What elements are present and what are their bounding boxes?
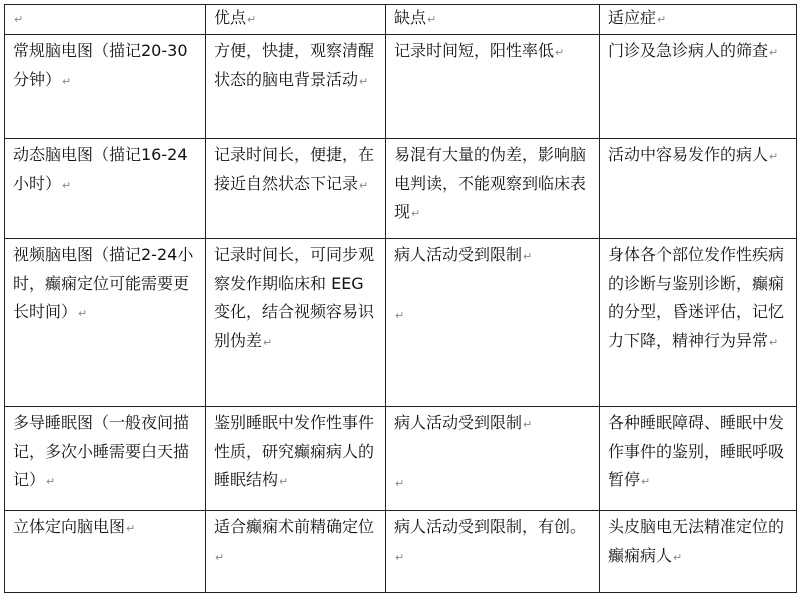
pros-cell: 适合癫痫术前精确定位↵	[206, 511, 386, 593]
cons-cell: 病人活动受到限制，有创。↵	[386, 511, 600, 593]
table-row	[5, 35, 797, 139]
pros-cell: 方便，快捷，观察清醒状态的脑电背景活动↵	[206, 35, 386, 139]
method-cell: 多导睡眠图（一般夜间描记，多次小睡需要白天描记）↵	[5, 407, 206, 511]
cons-cell: 记录时间短，阳性率低↵	[386, 35, 600, 139]
indications-cell: 身体各个部位发作性疾病的诊断与鉴别诊断，癫痫的分型，昏迷评估，记忆力下降，精神行为异常↵	[600, 239, 797, 407]
paragraph-mark: ↵	[279, 475, 289, 488]
method-cell: 立体定向脑电图↵	[5, 511, 206, 593]
paragraph-mark: ↵	[657, 13, 667, 26]
table-row	[5, 239, 797, 407]
eeg-comparison-table	[4, 4, 797, 593]
indications-cell: 各种睡眠障碍、睡眠中发作事件的鉴别，睡眠呼吸暂停↵	[600, 407, 797, 511]
paragraph-mark: ↵	[247, 13, 257, 26]
paragraph-mark: ↵	[395, 476, 405, 490]
paragraph-mark: ↵	[78, 307, 88, 320]
empty-paragraph	[394, 272, 595, 300]
header-cons: 缺点↵	[386, 5, 600, 35]
paragraph-mark: ↵	[673, 550, 683, 564]
paragraph-mark: ↵	[395, 550, 405, 564]
paragraph-mark: ↵	[14, 13, 24, 26]
paragraph-mark: ↵	[215, 550, 225, 564]
cons-cell: 病人活动受到限制↵ ↵	[386, 407, 600, 511]
indications-cell: 门诊及急诊病人的筛查↵	[600, 35, 797, 139]
table-row	[5, 511, 797, 593]
paragraph-mark: ↵	[411, 207, 421, 220]
paragraph-mark: ↵	[263, 335, 273, 349]
paragraph-mark: ↵	[769, 46, 779, 59]
pros-cell: 鉴别睡眠中发作性事件性质，研究癫痫病人的睡眠结构↵	[206, 407, 386, 511]
paragraph-mark: ↵	[769, 335, 779, 349]
method-cell: 视频脑电图（描记2-24小时，癫痫定位可能需要更长时间）↵	[5, 239, 206, 407]
paragraph-mark: ↵	[427, 13, 437, 26]
paragraph-mark: ↵	[769, 150, 779, 163]
paragraph-mark: ↵	[555, 46, 565, 59]
paragraph-mark: ↵	[523, 250, 533, 263]
paragraph-mark: ↵	[641, 475, 651, 488]
indications-cell: 头皮脑电无法精准定位的癫痫病人↵	[600, 511, 797, 593]
paragraph-mark: ↵	[62, 178, 72, 192]
table-row	[5, 407, 797, 511]
paragraph-mark: ↵	[523, 418, 533, 431]
header-row	[5, 5, 797, 35]
header-method-cell	[5, 5, 206, 35]
pros-cell: 记录时间长，便捷，在接近自然状态下记录↵	[206, 139, 386, 239]
pros-cell: 记录时间长，可同步观察发作期临床和 EEG 变化，结合视频容易识别伪差↵	[206, 239, 386, 407]
paragraph-mark: ↵	[62, 74, 72, 88]
paragraph-mark: ↵	[46, 475, 56, 488]
paragraph-mark: ↵	[395, 308, 405, 322]
header-pros: 优点↵	[206, 5, 386, 35]
method-cell: 常规脑电图（描记20-30分钟）↵	[5, 35, 206, 139]
paragraph-mark: ↵	[359, 74, 369, 88]
header-indications: 适应症↵	[600, 5, 797, 35]
cons-cell: 病人活动受到限制↵ ↵	[386, 239, 600, 407]
paragraph-mark: ↵	[359, 178, 369, 192]
cons-cell: 易混有大量的伪差，影响脑电判读，不能观察到临床表现↵	[386, 139, 600, 239]
empty-paragraph	[394, 440, 595, 468]
method-cell: 动态脑电图（描记16-24小时）↵	[5, 139, 206, 239]
paragraph-mark: ↵	[126, 522, 136, 535]
indications-cell: 活动中容易发作的病人↵	[600, 139, 797, 239]
table-row	[5, 139, 797, 239]
